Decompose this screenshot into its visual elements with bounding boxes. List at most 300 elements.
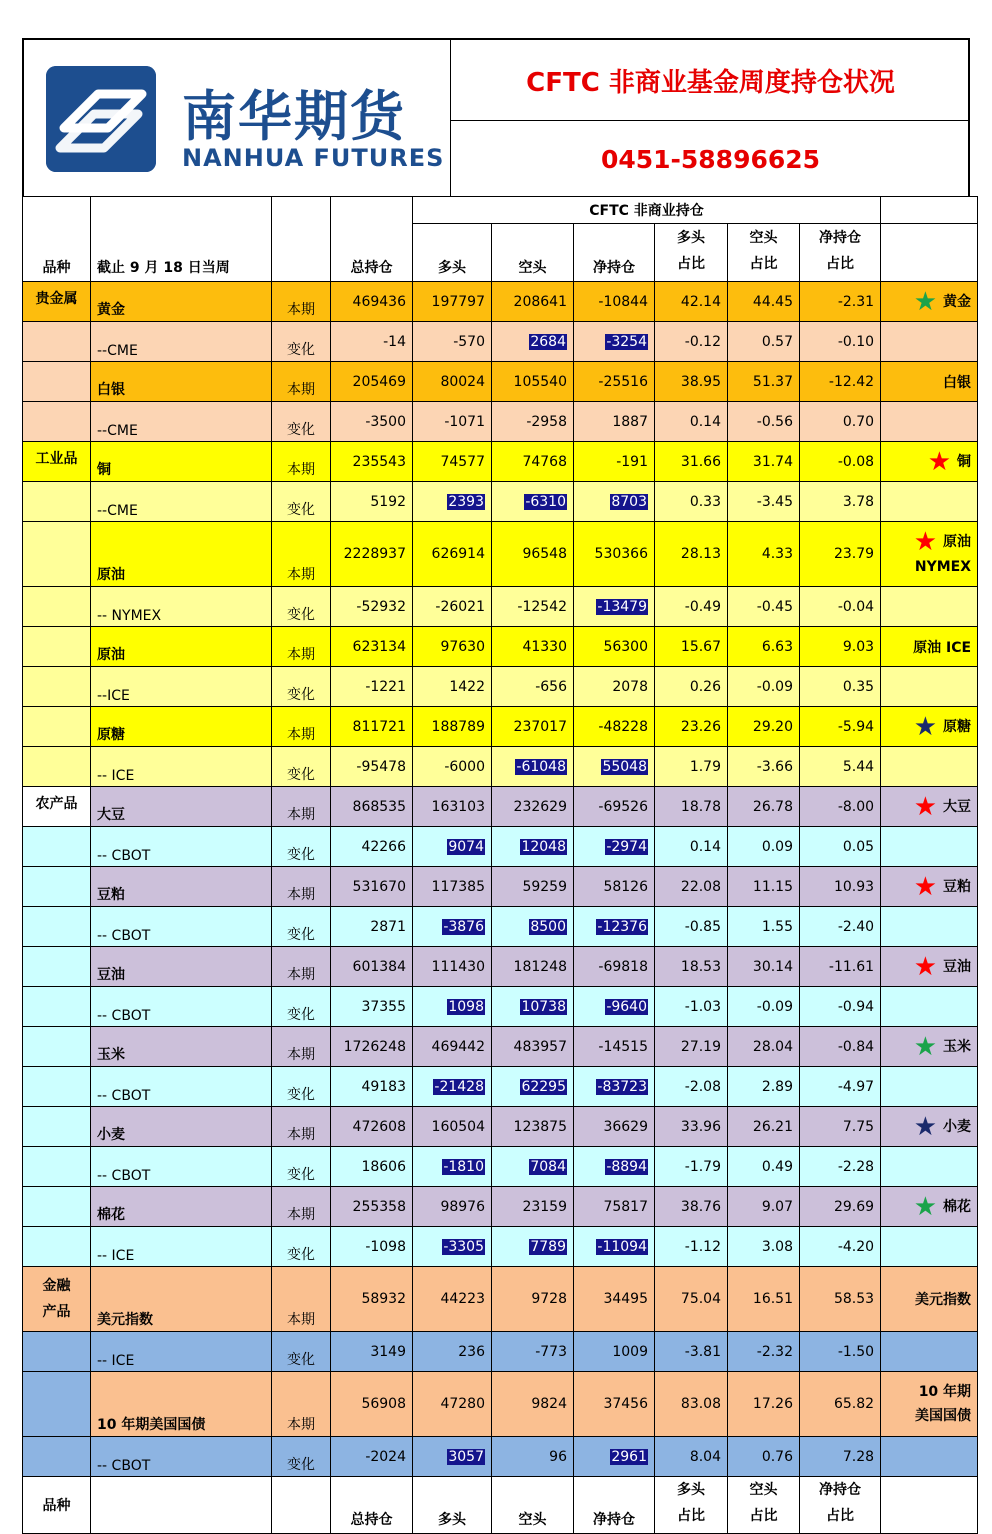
commodity-tag	[881, 587, 978, 627]
tag-label: 大豆	[943, 798, 972, 815]
category-cell	[23, 1187, 91, 1227]
net-value: -2974	[606, 838, 647, 855]
short-pct: 44.45	[728, 282, 800, 322]
total-position: 49183	[331, 1067, 413, 1107]
short-position	[492, 827, 574, 867]
footer-blank	[91, 1477, 272, 1534]
red-star-icon: ★	[913, 951, 938, 982]
short-pct: 0.49	[728, 1147, 800, 1187]
commodity-tag	[881, 987, 978, 1027]
long-pct: 18.53	[655, 947, 728, 987]
category-cell	[23, 1147, 91, 1187]
short-value: 105540	[513, 373, 567, 390]
net-position	[574, 482, 655, 522]
footer-long: 多头	[413, 1477, 492, 1534]
tag-label-2: NYMEX	[914, 559, 972, 575]
net-pct: -2.31	[800, 282, 881, 322]
long-value: 236	[458, 1343, 485, 1360]
long-pct: -2.08	[655, 1067, 728, 1107]
long-value: 160504	[431, 1118, 485, 1135]
net-pct: 7.75	[800, 1107, 881, 1147]
short-position	[492, 322, 574, 362]
short-pct: 0.76	[728, 1437, 800, 1477]
short-position	[492, 1067, 574, 1107]
category-cell	[23, 522, 91, 587]
net-pct: 29.69	[800, 1187, 881, 1227]
short-value: -656	[535, 678, 567, 695]
long-position	[413, 907, 492, 947]
category-cell	[23, 1372, 91, 1437]
period-label: 变化	[272, 1147, 331, 1187]
short-value: 9728	[531, 1291, 567, 1307]
net-position	[574, 1332, 655, 1372]
short-pct: 9.07	[728, 1187, 800, 1227]
table-row	[23, 907, 978, 947]
short-value: 483957	[513, 1038, 567, 1055]
short-pct: 31.74	[728, 442, 800, 482]
header-group-cftc: CFTC 非商业持仓	[413, 197, 881, 224]
long-position	[413, 1187, 492, 1227]
logo-area	[24, 40, 451, 197]
net-position	[574, 1147, 655, 1187]
total-position: -1221	[331, 667, 413, 707]
total-position: 2871	[331, 907, 413, 947]
short-position	[492, 282, 574, 322]
long-value: 74577	[440, 453, 485, 470]
short-value: 181248	[513, 958, 567, 975]
navy-star-icon: ★	[913, 711, 938, 742]
header-blank-right	[881, 197, 978, 224]
table-row	[23, 1227, 978, 1267]
long-position	[413, 787, 492, 827]
total-position: 235543	[331, 442, 413, 482]
long-position	[413, 707, 492, 747]
commodity-tag	[881, 1372, 978, 1437]
commodity-name: 美元指数	[91, 1267, 272, 1332]
short-value: -773	[535, 1343, 567, 1360]
category-cell	[23, 402, 91, 442]
table-row	[23, 1187, 978, 1227]
tag-label: 原糖	[943, 718, 972, 735]
commodity-tag	[881, 442, 978, 482]
short-value: -61048	[516, 758, 566, 775]
commodity-tag	[881, 787, 978, 827]
net-value: -3254	[606, 333, 647, 350]
report-title: CFTC 非商业基金周度持仓状况	[526, 67, 895, 98]
net-position	[574, 362, 655, 402]
total-position: 472608	[331, 1107, 413, 1147]
header-net-pct: 净持仓 占比	[800, 224, 881, 282]
long-value: -1810	[443, 1158, 484, 1175]
cftc-positions-table	[22, 196, 978, 1534]
period-label: 本期	[272, 1107, 331, 1147]
total-position: 601384	[331, 947, 413, 987]
tag-label: 白银	[943, 374, 972, 391]
net-pct: -4.97	[800, 1067, 881, 1107]
table-row	[23, 1437, 978, 1477]
logo-english-name: NANHUA FUTURES	[182, 144, 445, 172]
commodity-name: 大豆	[91, 787, 272, 827]
total-position: 37355	[331, 987, 413, 1027]
short-position	[492, 1267, 574, 1332]
net-position	[574, 587, 655, 627]
net-position	[574, 402, 655, 442]
net-value: -25516	[598, 373, 648, 390]
net-pct: -0.94	[800, 987, 881, 1027]
footer-net-pct: 净持仓 占比	[800, 1477, 881, 1534]
short-pct: 29.20	[728, 707, 800, 747]
long-position	[413, 282, 492, 322]
long-pct: 0.14	[655, 827, 728, 867]
category-cell	[23, 987, 91, 1027]
long-value: -6000	[444, 758, 485, 775]
total-position: 469436	[331, 282, 413, 322]
tag-label: 豆油	[943, 958, 972, 975]
table-row	[23, 747, 978, 787]
short-position	[492, 482, 574, 522]
total-position: 5192	[331, 482, 413, 522]
exchange-name: --CME	[91, 482, 272, 522]
net-pct: -0.84	[800, 1027, 881, 1067]
long-pct: 0.33	[655, 482, 728, 522]
period-label: 变化	[272, 987, 331, 1027]
tag-label: 棉花	[943, 1198, 972, 1215]
table-row	[23, 827, 978, 867]
short-position	[492, 522, 574, 587]
total-position: 58932	[331, 1267, 413, 1332]
table-row	[23, 322, 978, 362]
red-star-icon: ★	[913, 527, 938, 557]
long-position	[413, 1107, 492, 1147]
header-total: 总持仓	[331, 197, 413, 282]
long-pct: 28.13	[655, 522, 728, 587]
header-net: 净持仓	[574, 224, 655, 282]
red-star-icon: ★	[913, 791, 938, 822]
long-value: 163103	[431, 798, 485, 815]
long-position	[413, 322, 492, 362]
footer-long-pct: 多头 占比	[655, 1477, 728, 1534]
long-pct: -0.49	[655, 587, 728, 627]
tag-label: 美元指数	[915, 1292, 972, 1308]
long-value: -21428	[434, 1078, 484, 1095]
net-pct: 0.35	[800, 667, 881, 707]
footer-net: 净持仓	[574, 1477, 655, 1534]
category-cell	[23, 442, 91, 482]
short-position	[492, 947, 574, 987]
period-label: 本期	[272, 1372, 331, 1437]
net-pct: 58.53	[800, 1267, 881, 1332]
short-value: 41330	[522, 638, 567, 655]
tag-label-2: 美国国债	[915, 1408, 972, 1424]
total-position: -52932	[331, 587, 413, 627]
commodity-tag	[881, 1332, 978, 1372]
net-pct: -4.20	[800, 1227, 881, 1267]
header-long-pct: 多头 占比	[655, 224, 728, 282]
net-position	[574, 1227, 655, 1267]
table-row	[23, 867, 978, 907]
net-position	[574, 322, 655, 362]
long-value: -570	[453, 333, 485, 350]
long-pct: -1.12	[655, 1227, 728, 1267]
short-position	[492, 987, 574, 1027]
category-cell	[23, 322, 91, 362]
period-label: 本期	[272, 282, 331, 322]
category-cell	[23, 947, 91, 987]
net-value: 2078	[612, 678, 648, 695]
period-label: 本期	[272, 707, 331, 747]
table-row	[23, 282, 978, 322]
table-row	[23, 1027, 978, 1067]
short-position	[492, 907, 574, 947]
phone-area	[451, 121, 970, 197]
net-value: 37456	[603, 1396, 648, 1412]
commodity-name: 小麦	[91, 1107, 272, 1147]
long-pct: 0.26	[655, 667, 728, 707]
table-row	[23, 1372, 978, 1437]
net-value: 1009	[612, 1343, 648, 1360]
category-cell	[23, 1227, 91, 1267]
long-position	[413, 1067, 492, 1107]
exchange-name: -- CBOT	[91, 1437, 272, 1477]
exchange-name: -- ICE	[91, 1332, 272, 1372]
net-position	[574, 1437, 655, 1477]
commodity-tag	[881, 1437, 978, 1477]
total-position: 205469	[331, 362, 413, 402]
net-value: -191	[616, 453, 648, 470]
long-pct: -1.03	[655, 987, 728, 1027]
exchange-name: --ICE	[91, 667, 272, 707]
commodity-tag	[881, 947, 978, 987]
category-cell	[23, 362, 91, 402]
short-pct: 51.37	[728, 362, 800, 402]
net-position	[574, 627, 655, 667]
period-label: 变化	[272, 827, 331, 867]
period-label: 本期	[272, 1267, 331, 1332]
long-value: 1098	[448, 998, 484, 1015]
title-area	[451, 40, 970, 121]
category-cell	[23, 1437, 91, 1477]
long-value: 117385	[431, 878, 485, 895]
long-pct: 38.95	[655, 362, 728, 402]
green-star-icon: ★	[913, 286, 938, 317]
long-position	[413, 1332, 492, 1372]
net-position	[574, 1372, 655, 1437]
short-pct: -3.45	[728, 482, 800, 522]
category-cell	[23, 707, 91, 747]
net-position	[574, 442, 655, 482]
short-pct: -2.32	[728, 1332, 800, 1372]
long-value: -3305	[443, 1238, 484, 1255]
short-pct: 16.51	[728, 1267, 800, 1332]
long-pct: 75.04	[655, 1267, 728, 1332]
net-value: 8703	[611, 493, 647, 510]
period-label: 变化	[272, 587, 331, 627]
exchange-name: -- CBOT	[91, 987, 272, 1027]
short-pct: 17.26	[728, 1372, 800, 1437]
long-pct: 42.14	[655, 282, 728, 322]
short-position	[492, 1027, 574, 1067]
tag-label: 黄金	[943, 293, 972, 310]
net-value: -69526	[598, 798, 648, 815]
net-value: -83723	[597, 1078, 647, 1095]
short-position	[492, 1372, 574, 1437]
table-row	[23, 587, 978, 627]
category-cell	[23, 282, 91, 322]
short-position	[492, 362, 574, 402]
net-value: 530366	[594, 546, 648, 562]
period-label: 变化	[272, 907, 331, 947]
total-position: 868535	[331, 787, 413, 827]
commodity-tag	[881, 482, 978, 522]
header-short: 空头	[492, 224, 574, 282]
tag-label: 原油 ICE	[913, 639, 972, 656]
long-position	[413, 987, 492, 1027]
category-cell	[23, 667, 91, 707]
header-long: 多头	[413, 224, 492, 282]
short-value: -2958	[526, 413, 567, 430]
short-value: 8500	[530, 918, 566, 935]
long-pct: -1.79	[655, 1147, 728, 1187]
short-pct: 26.78	[728, 787, 800, 827]
short-value: -6310	[525, 493, 566, 510]
short-pct: 11.15	[728, 867, 800, 907]
commodity-tag	[881, 667, 978, 707]
category-cell	[23, 482, 91, 522]
table-row	[23, 1107, 978, 1147]
long-position	[413, 362, 492, 402]
short-position	[492, 442, 574, 482]
long-position	[413, 1437, 492, 1477]
net-position	[574, 867, 655, 907]
exchange-name: -- CBOT	[91, 827, 272, 867]
net-value: 56300	[603, 638, 648, 655]
period-label: 本期	[272, 1187, 331, 1227]
short-value: 232629	[513, 798, 567, 815]
long-pct: 31.66	[655, 442, 728, 482]
commodity-tag	[881, 1107, 978, 1147]
long-pct: 23.26	[655, 707, 728, 747]
net-value: 36629	[603, 1118, 648, 1135]
red-star-icon: ★	[913, 871, 938, 902]
long-position	[413, 827, 492, 867]
short-pct: 0.09	[728, 827, 800, 867]
net-value: 58126	[603, 878, 648, 895]
category-cell	[23, 627, 91, 667]
long-position	[413, 1227, 492, 1267]
commodity-tag	[881, 907, 978, 947]
commodity-name: 玉米	[91, 1027, 272, 1067]
table-row	[23, 947, 978, 987]
total-position: -2024	[331, 1437, 413, 1477]
category-cell	[23, 907, 91, 947]
category-cell	[23, 1267, 91, 1332]
category-cell	[23, 1027, 91, 1067]
table-row	[23, 787, 978, 827]
long-value: 98976	[440, 1198, 485, 1215]
commodity-name: 10 年期美国国债	[91, 1372, 272, 1437]
category-label: 贵金属	[35, 291, 78, 307]
short-value: 7789	[530, 1238, 566, 1255]
commodity-name: 黄金	[91, 282, 272, 322]
period-label: 本期	[272, 522, 331, 587]
period-label: 变化	[272, 402, 331, 442]
contact-phone: 0451-58896625	[600, 144, 821, 174]
long-position	[413, 1147, 492, 1187]
footer-tag-blank	[881, 1477, 978, 1534]
net-pct: -5.94	[800, 707, 881, 747]
short-value: 74768	[522, 453, 567, 470]
net-pct: -8.00	[800, 787, 881, 827]
period-label: 变化	[272, 322, 331, 362]
net-position	[574, 522, 655, 587]
short-value: 23159	[522, 1198, 567, 1215]
long-value: 80024	[440, 373, 485, 390]
short-pct: 28.04	[728, 1027, 800, 1067]
commodity-tag	[881, 827, 978, 867]
short-position	[492, 667, 574, 707]
tag-label: 10 年期	[918, 1384, 972, 1400]
net-position	[574, 827, 655, 867]
commodity-tag	[881, 1267, 978, 1332]
net-value: -69818	[598, 958, 648, 975]
net-position	[574, 282, 655, 322]
nanhua-logo-icon	[46, 66, 156, 172]
net-position	[574, 987, 655, 1027]
net-pct: -2.40	[800, 907, 881, 947]
long-value: 97630	[440, 638, 485, 655]
commodity-name: 棉花	[91, 1187, 272, 1227]
exchange-name: -- NYMEX	[91, 587, 272, 627]
tag-label: 小麦	[943, 1118, 972, 1135]
exchange-name: --CME	[91, 402, 272, 442]
net-pct: -12.42	[800, 362, 881, 402]
net-position	[574, 1027, 655, 1067]
short-pct: 2.89	[728, 1067, 800, 1107]
short-position	[492, 747, 574, 787]
net-position	[574, 1267, 655, 1332]
short-pct: -3.66	[728, 747, 800, 787]
long-value: -3876	[443, 918, 484, 935]
exchange-name: -- ICE	[91, 1227, 272, 1267]
table-row	[23, 1147, 978, 1187]
total-position: 623134	[331, 627, 413, 667]
net-position	[574, 667, 655, 707]
category-cell	[23, 827, 91, 867]
long-position	[413, 867, 492, 907]
logo-chinese-name: 南华期货	[182, 85, 406, 148]
footer-short-pct: 空头 占比	[728, 1477, 800, 1534]
long-pct: -0.12	[655, 322, 728, 362]
long-position	[413, 947, 492, 987]
long-position	[413, 627, 492, 667]
net-value: -13479	[597, 598, 647, 615]
total-position: 811721	[331, 707, 413, 747]
table-row	[23, 482, 978, 522]
short-value: 208641	[513, 293, 567, 310]
net-position	[574, 1187, 655, 1227]
short-position	[492, 707, 574, 747]
net-pct: 5.44	[800, 747, 881, 787]
short-pct: 26.21	[728, 1107, 800, 1147]
category-cell	[23, 1107, 91, 1147]
long-position	[413, 1267, 492, 1332]
long-position	[413, 587, 492, 627]
category-label: 农产品	[35, 796, 78, 812]
commodity-tag	[881, 362, 978, 402]
long-pct: 22.08	[655, 867, 728, 907]
short-pct: -0.45	[728, 587, 800, 627]
short-value: 237017	[513, 718, 567, 735]
